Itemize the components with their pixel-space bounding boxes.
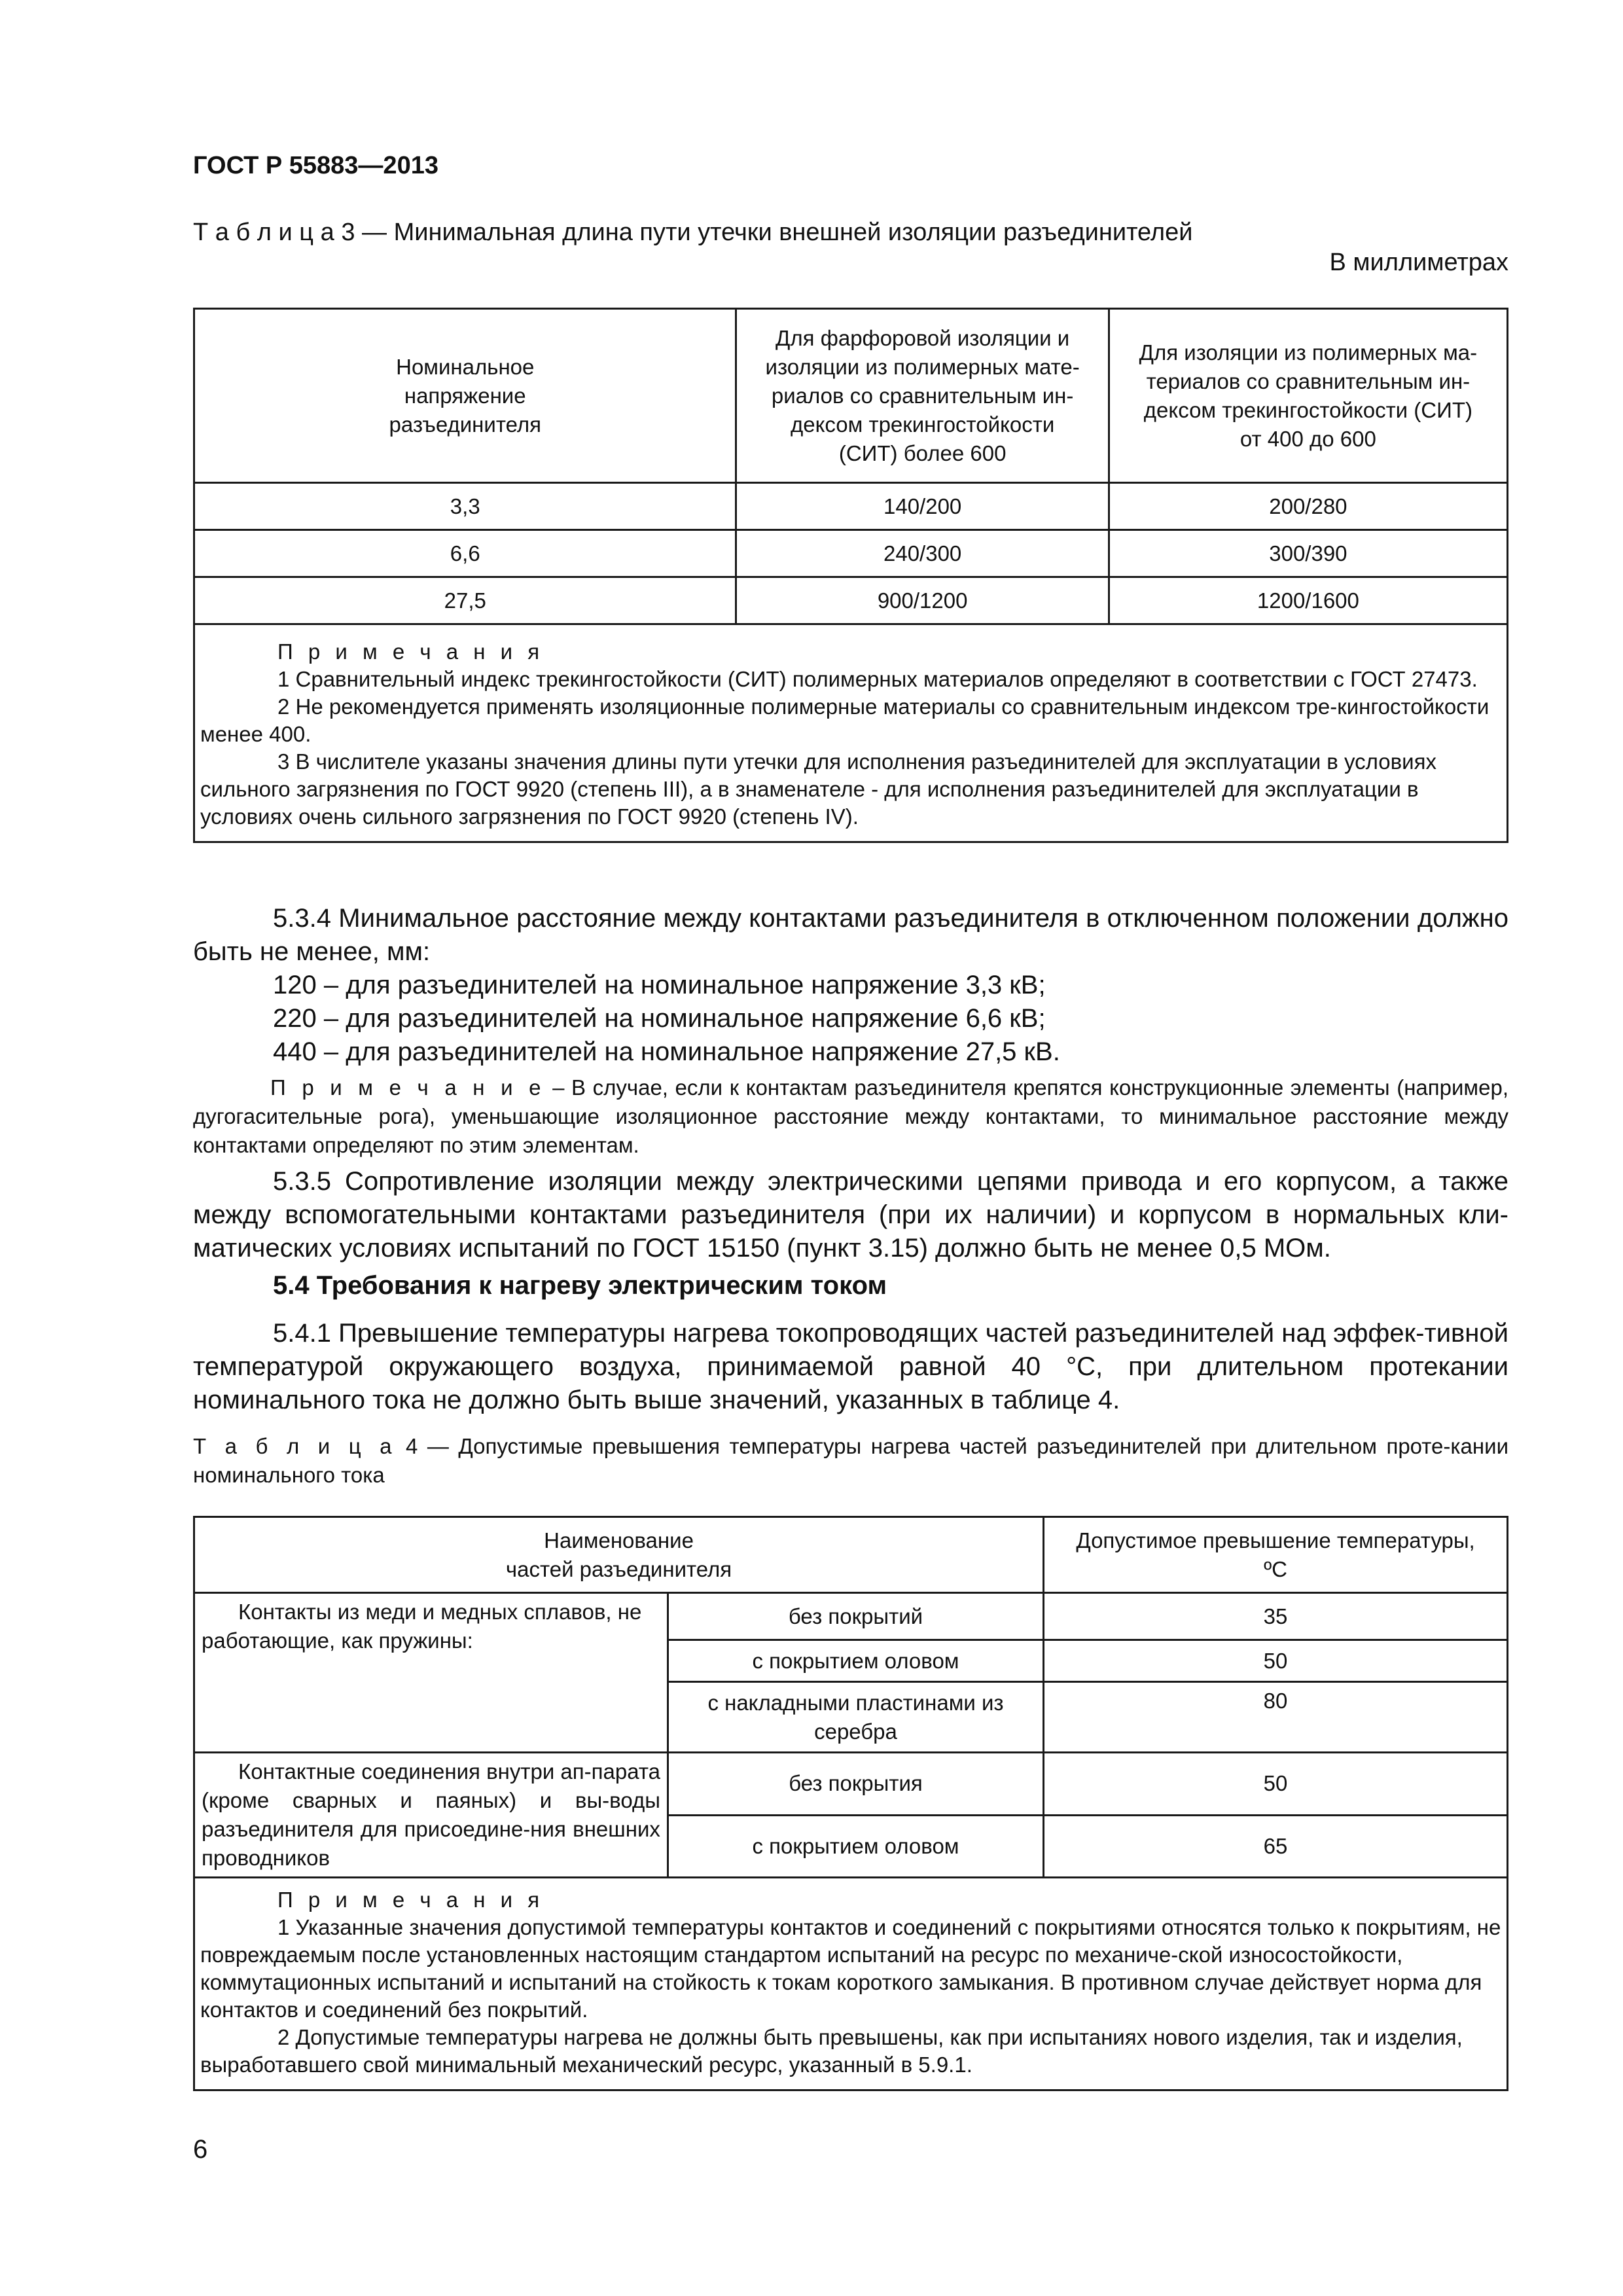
list-item: 220 – для разъединителей на номинальное напряжение 6,6 кВ; bbox=[273, 1004, 1046, 1033]
table4-note: 1 Указанные значения допустимой температуры контактов и соединений с покрытиями относятся только к покрытиям, не повреждаемым после установленных настоящим стандартом испытаний на ресурс по механиче-ской износостойкости, коммутационных испытаний и испытаний на стойкость к токам короткого замыкания. В противном случае действует норма для контактов и соединений без покрытий. bbox=[200, 1915, 1501, 2022]
table-row bbox=[194, 483, 1508, 530]
table3-note: 2 Не рекомендуется применять изоляционные полимерные материалы со сравнительным индексом тре-кингостойкости менее 400. bbox=[200, 694, 1489, 746]
table3-header-voltage: Номинальное напряжение разъединителя bbox=[194, 309, 736, 483]
table-row bbox=[194, 530, 1508, 577]
table4-cell: без покрытий bbox=[668, 1593, 1043, 1640]
table4-cell: без покрытия bbox=[668, 1753, 1043, 1816]
table4-caption-prefix: Т а б л и ц а bbox=[193, 1434, 397, 1458]
table3-cell: 140/200 bbox=[736, 483, 1109, 530]
table4-cell: 65 bbox=[1044, 1815, 1508, 1878]
note-label: П р и м е ч а н и е bbox=[270, 1075, 546, 1100]
table4-caption-text: — Допустимые превышения температуры нагрева частей разъединителей при длительном проте-кании номинального тока bbox=[193, 1434, 1508, 1487]
table3-note: 1 Сравнительный индекс трекингостойкости (СИТ) полимерных материалов определяют в соответствии с ГОСТ 27473. bbox=[277, 667, 1478, 691]
table-row bbox=[194, 1753, 1508, 1816]
table3-cell: 1200/1600 bbox=[1109, 577, 1507, 624]
table3-caption-text: — Минимальная длина пути утечки внешней изоляции разъединителей bbox=[355, 219, 1193, 246]
table4-notes bbox=[194, 1878, 1508, 2090]
table3-notes-row bbox=[194, 624, 1508, 842]
clause-5-3-5: 5.3.5 Сопротивление изоляции между электрическими цепями привода и его корпусом, а также между вспомогательными контактами разъединителя (при их наличии) и корпусом в нормальных кли-матических условиях испытаний по ГОСТ 15150 (пункт 3.15) должно быть не менее 0,5 МОм. bbox=[193, 1167, 1508, 1263]
table3-caption-num: 3 bbox=[341, 219, 355, 246]
table3 bbox=[193, 308, 1508, 843]
clause-5-3-4-note bbox=[193, 1073, 1508, 1160]
table4-notes-title: П р и м е ч а н и я bbox=[277, 1888, 544, 1912]
table4-header-temp: Допустимое превышение температуры, ºС bbox=[1044, 1517, 1508, 1593]
table3-caption bbox=[193, 216, 1192, 249]
table4-group-copper: Контакты из меди и медных сплавов, не работающие, как пружины: bbox=[194, 1593, 668, 1753]
table3-notes bbox=[194, 624, 1508, 842]
section-5-4-title: 5.4 Требования к нагреву электрическим током bbox=[273, 1271, 887, 1300]
table3-caption-prefix: Т а б л и ц а bbox=[193, 219, 334, 246]
clause-5-4-1: 5.4.1 Превышение температуры нагрева токопроводящих частей разъединителей над эффек-тивной температурой окружающего воздуха, принимаемой равной 40 °С, при длительном протекании номинального тока не должно быть выше значений, указанных в таблице 4. bbox=[193, 1319, 1508, 1414]
table3-note: 3 В числителе указаны значения длины пути утечки для исполнения разъединителей для эксплуатации в условиях сильного загрязнения по ГОСТ 9920 (степень III), а в знаменателе - для исполнения разъединителей для эксплуатации в условиях очень сильного загрязнения по ГОСТ 9920 (степень IV). bbox=[200, 749, 1436, 829]
table4-header-row bbox=[194, 1517, 1508, 1593]
table3-cell: 300/390 bbox=[1109, 530, 1507, 577]
table4-cell: с покрытием оловом bbox=[668, 1640, 1043, 1682]
table3-cell: 3,3 bbox=[194, 483, 736, 530]
clause-5-3-4-intro: 5.3.4 Минимальное расстояние между контактами разъединителя в отключенном положении должно быть не менее, мм: bbox=[193, 904, 1508, 966]
table3-cell: 6,6 bbox=[194, 530, 736, 577]
table3-cell: 240/300 bbox=[736, 530, 1109, 577]
table3-cell: 200/280 bbox=[1109, 483, 1507, 530]
page-number: 6 bbox=[193, 2135, 208, 2164]
table3-unit: В миллиметрах bbox=[1329, 249, 1508, 276]
table4-note: 2 Допустимые температуры нагрева не должны быть превышены, как при испытаниях нового изделия, так и изделия, выработавшего свой минимальный механический ресурс, указанный в 5.9.1. bbox=[200, 2025, 1463, 2077]
table3-cell: 27,5 bbox=[194, 577, 736, 624]
table3-header-row bbox=[194, 309, 1508, 483]
table4-caption bbox=[193, 1432, 1508, 1490]
table-row bbox=[194, 1593, 1508, 1640]
table4-header-name: Наименование частей разъединителя bbox=[194, 1517, 1044, 1593]
list-item: 120 – для разъединителей на номинальное напряжение 3,3 кВ; bbox=[273, 971, 1046, 999]
list-item: 440 – для разъединителей на номинальное напряжение 27,5 кВ. bbox=[273, 1037, 1060, 1066]
table-row bbox=[194, 577, 1508, 624]
clause-5-3-4 bbox=[193, 902, 1508, 1069]
table4-group-joints: Контактные соединения внутри ап-парата (кроме сварных и паяных) и вы-воды разъединителя для присоедине-ния внешних проводников bbox=[194, 1753, 668, 1878]
table4-notes-row bbox=[194, 1878, 1508, 2090]
table3-notes-title: П р и м е ч а н и я bbox=[277, 639, 544, 664]
note-text: – В случае, если к контактам разъединителя крепятся конструкционные элементы (например, дугогасительные рога), уменьшающие изоляционное расстояние между контактами, то минимальное расстояние между контактами определяют по этим элементам. bbox=[193, 1075, 1508, 1157]
document-page bbox=[193, 0, 1508, 2296]
table4-cell: 80 bbox=[1044, 1682, 1508, 1753]
table4-cell: 35 bbox=[1044, 1593, 1508, 1640]
table3-header-porcelain: Для фарфоровой изоляции и изоляции из полимерных мате- риалов со сравнительным ин- дексом трекингостойкости (СИТ) более 600 bbox=[736, 309, 1109, 483]
table3-header-polymer: Для изоляции из полимерных ма- териалов со сравнительным ин- дексом трекингостойкости (СИТ) от 400 до 600 bbox=[1109, 309, 1507, 483]
table4-cell: 50 bbox=[1044, 1640, 1508, 1682]
table4-caption-num: 4 bbox=[406, 1434, 418, 1458]
table4-cell: с покрытием оловом bbox=[668, 1815, 1043, 1878]
document-header: ГОСТ Р 55883—2013 bbox=[193, 152, 438, 179]
table4 bbox=[193, 1516, 1508, 2091]
table3-cell: 900/1200 bbox=[736, 577, 1109, 624]
table4-cell: 50 bbox=[1044, 1753, 1508, 1816]
table4-cell: с накладными пластинами из серебра bbox=[668, 1682, 1043, 1753]
